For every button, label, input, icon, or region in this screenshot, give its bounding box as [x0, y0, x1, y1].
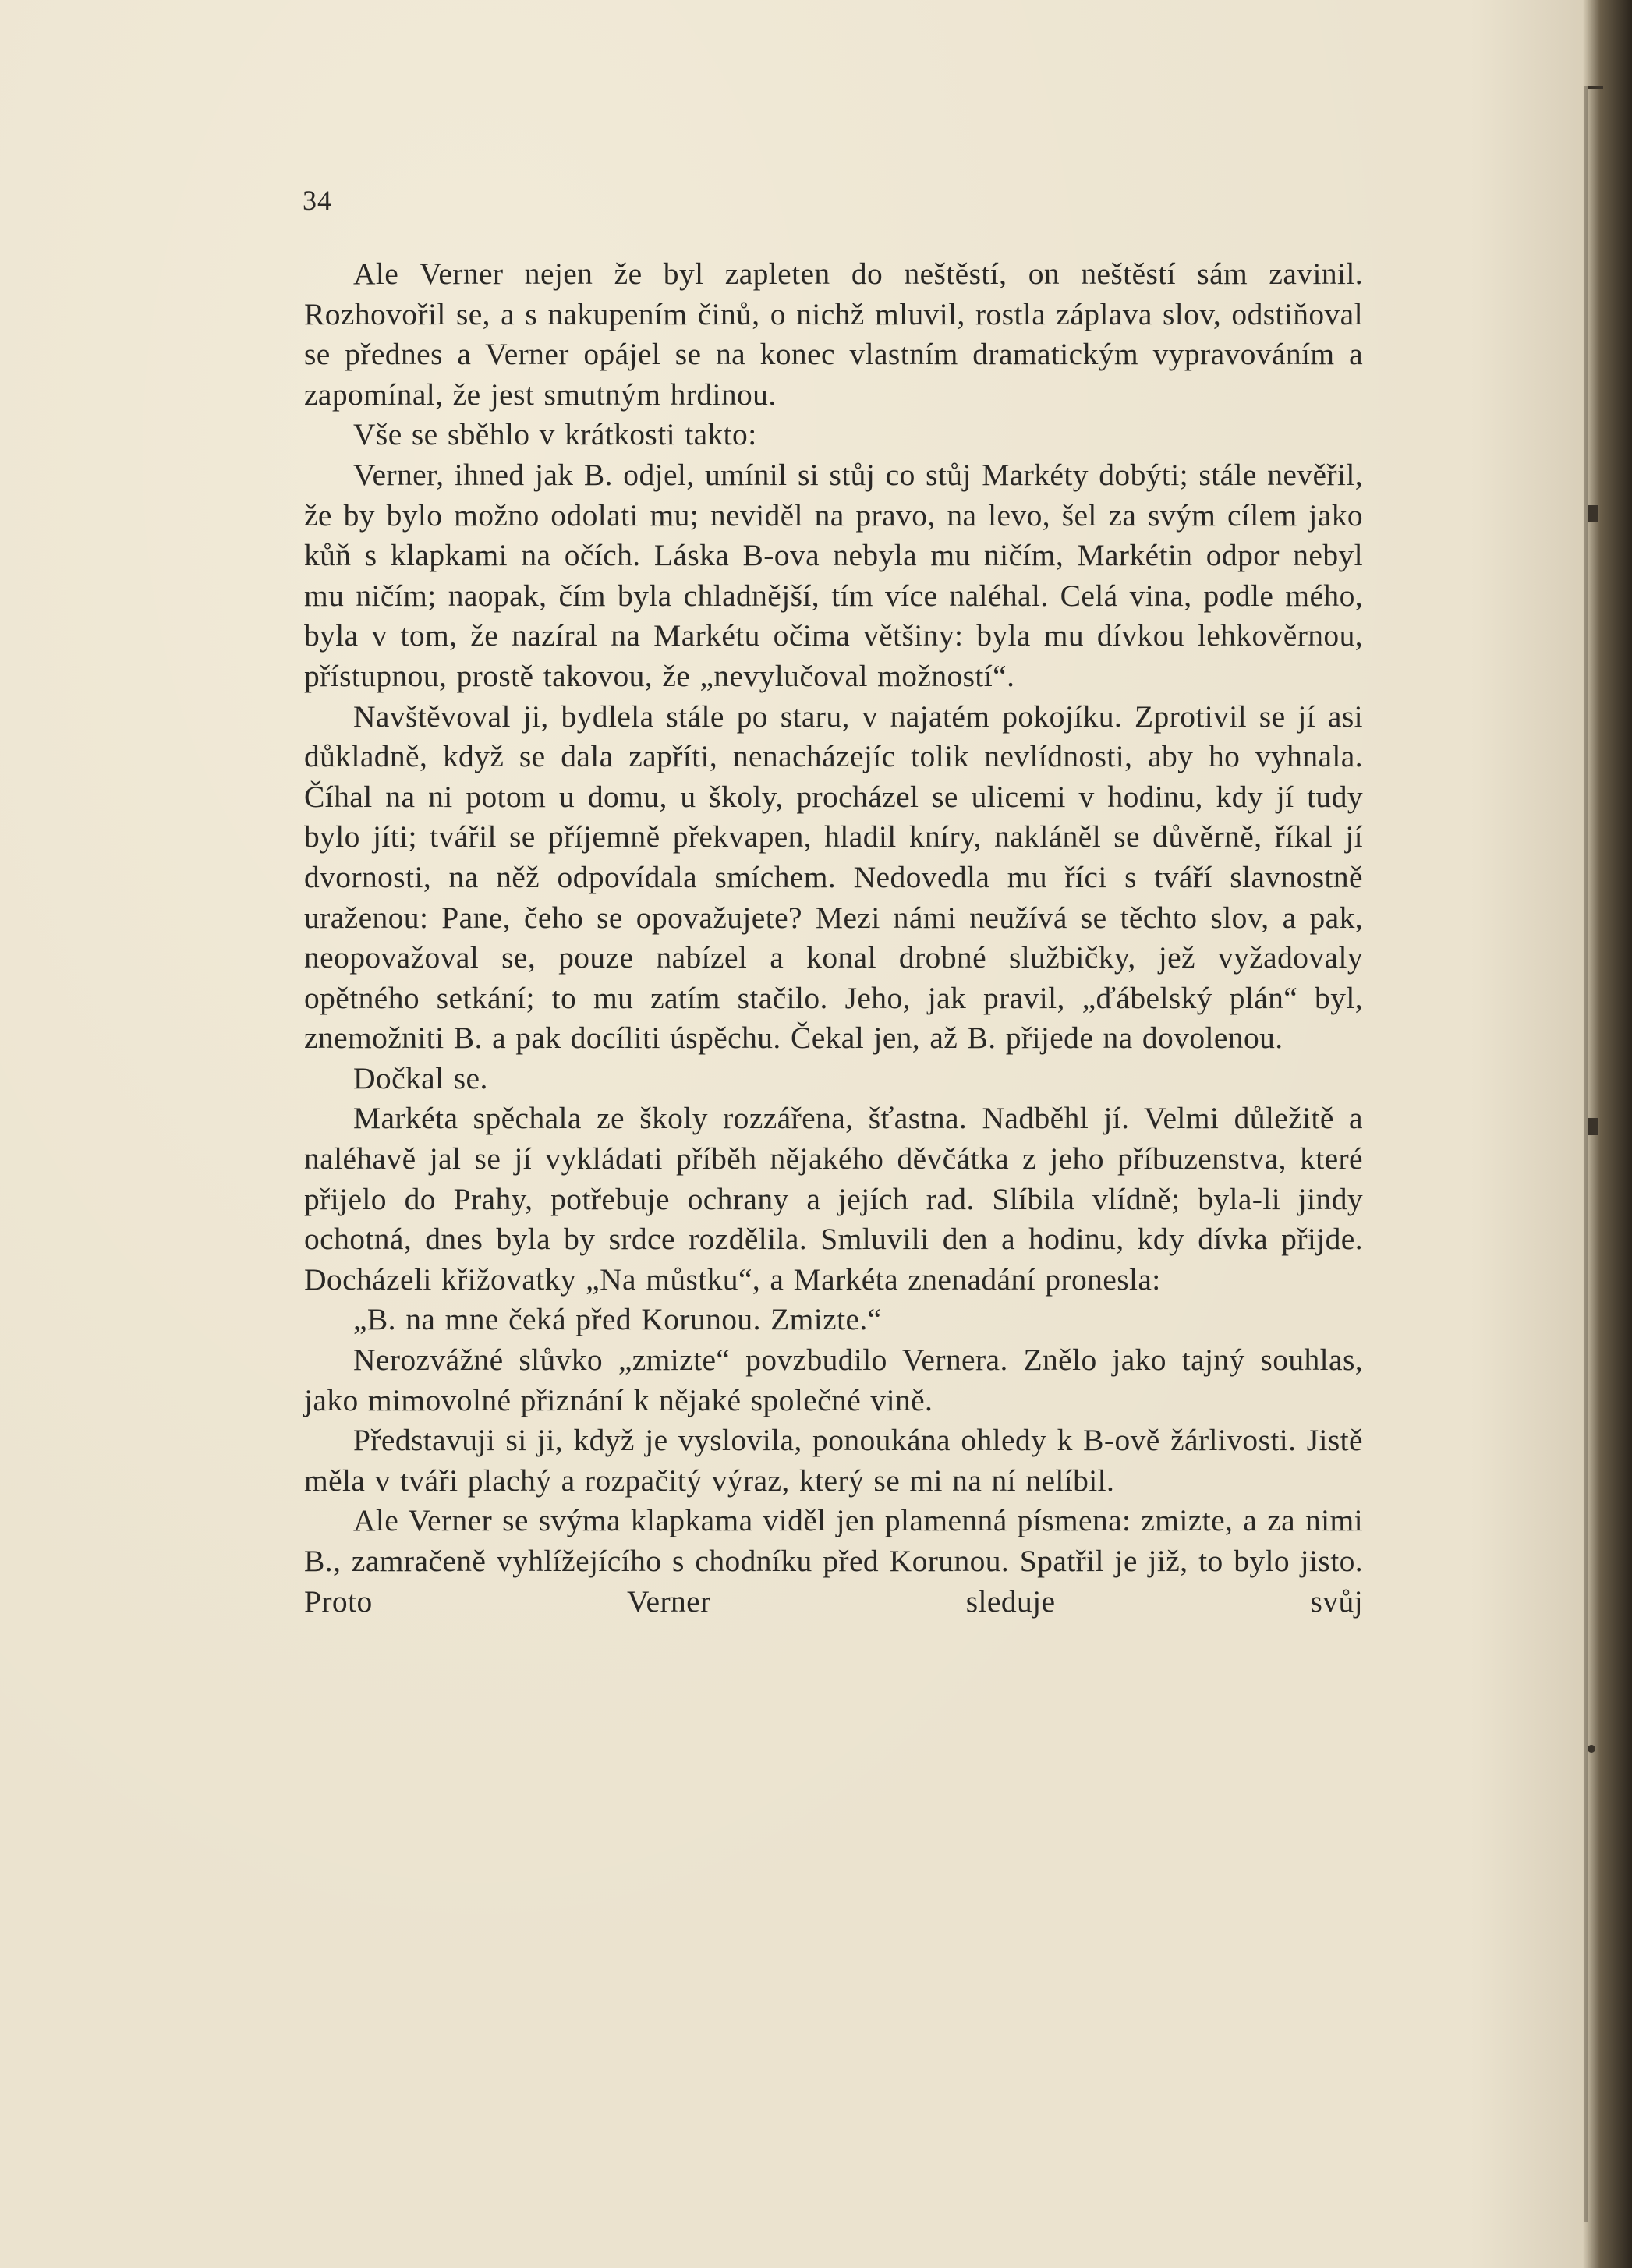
page-text — [304, 254, 1363, 1622]
binding-mark-top — [1588, 86, 1603, 89]
binding-mark-middle — [1588, 505, 1598, 522]
page-number: 34 — [303, 185, 332, 216]
paragraph-4: Navštěvoval ji, bydlela stále po staru, v najatém pokojíku. Zprotivil se jí asi důkladně, když se dala zapříti, nenacházejíc tolik nevlídnosti, aby ho vyhnala. Číhal na ni potom u domu, u školy, procházel se ulicemi v hodinu, kdy jí tudy bylo jíti; tvářil se příjemně překvapen, hladil kníry, nakláněl se důvěrně, říkal jí dvornosti, na něž odpovídala smíchem. Nedovedla mu říci s tváří slavnostně uraženou: Pane, čeho se opovažujete? Mezi námi neužívá se těchto slov, a pak, neopovažoval se, pouze nabízel a konal drobné službičky, jež vyžadovaly opětného setkání; to mu zatím stačilo. Jeho, jak pravil, „ďábelský plán“ byl, znemožniti B. a pak docíliti úspěchu. Čekal jen, až B. přijede na dovolenou. — [304, 699, 1363, 1056]
page-edge-line — [1584, 86, 1588, 2222]
paragraph-3: Verner, ihned jak B. odjel, umínil si stůj co stůj Markéty dobýti; stále nevěřil, že by bylo možno odolati mu; neviděl na pravo, na levo, šel za svým cílem jako kůň s klapkami na očích. Láska B-ova nebyla mu ničím, Markétin odpor nebyl mu ničím; naopak, čím byla chladnější, tím více naléhal. Celá vina, podle mého, byla v tom, že nazíral na Markétu očima většiny: byla mu dívkou lehkověrnou, přístupnou, prostě takovou, že „nevylučoval možností“. — [304, 457, 1363, 693]
paragraph-1: Ale Verner nejen že byl zapleten do neštěstí, on neštěstí sám zavinil. Rozhovořil se, a s nakupením činů, o nichž mluvil, rostla záplava slov, odstiňoval se přednes a Verner opájel se na konec vlastním dramatickým vypravováním a zapomínal, že jest smutným hrdinou. — [304, 257, 1363, 412]
paragraph-7: „B. na mne čeká před Korunou. Zmizte.“ — [353, 1302, 882, 1337]
paragraph-10: Ale Verner se svýma klapkama viděl jen plamenná písmena: zmizte, a za nimi B., zamračeně vyhlížejícího s chodníku před Korunou. Spatřil je již, to bylo jisto. Proto Verner sleduje svůj — [304, 1503, 1363, 1619]
paragraph-8: Nerozvážné slůvko „zmizte“ povzbudilo Vernera. Znělo jako tajný souhlas, jako mimovolné přiznání k nějaké společné vině. — [304, 1343, 1363, 1417]
binding-mark-dot — [1588, 1745, 1595, 1753]
paragraph-2: Vše se sběhlo v krátkosti takto: — [353, 417, 757, 452]
paragraph-9: Představuji si ji, když je vyslovila, ponoukána ohledy k B-ově žárlivosti. Jistě měla v tváři plachý a rozpačitý výraz, který se mi na ní nelíbil. — [304, 1423, 1363, 1498]
paragraph-6: Markéta spěchala ze školy rozzářena, šťastna. Nadběhl jí. Velmi důležitě a naléhavě jal se jí vykládati příběh nějakého děvčátka z jeho příbuzenstva, které přijelo do Prahy, potřebuje ochrany a jejích rad. Slíbila vlídně; byla-li jindy ochotná, dnes byla by srdce rozdělila. Smluvili den a hodinu, kdy dívka přijde. Docházeli křižovatky „Na můstku“, a Markéta znenadání pronesla: — [304, 1101, 1363, 1297]
paragraph-5: Dočkal se. — [353, 1060, 488, 1095]
binding-mark-lower — [1588, 1118, 1598, 1135]
